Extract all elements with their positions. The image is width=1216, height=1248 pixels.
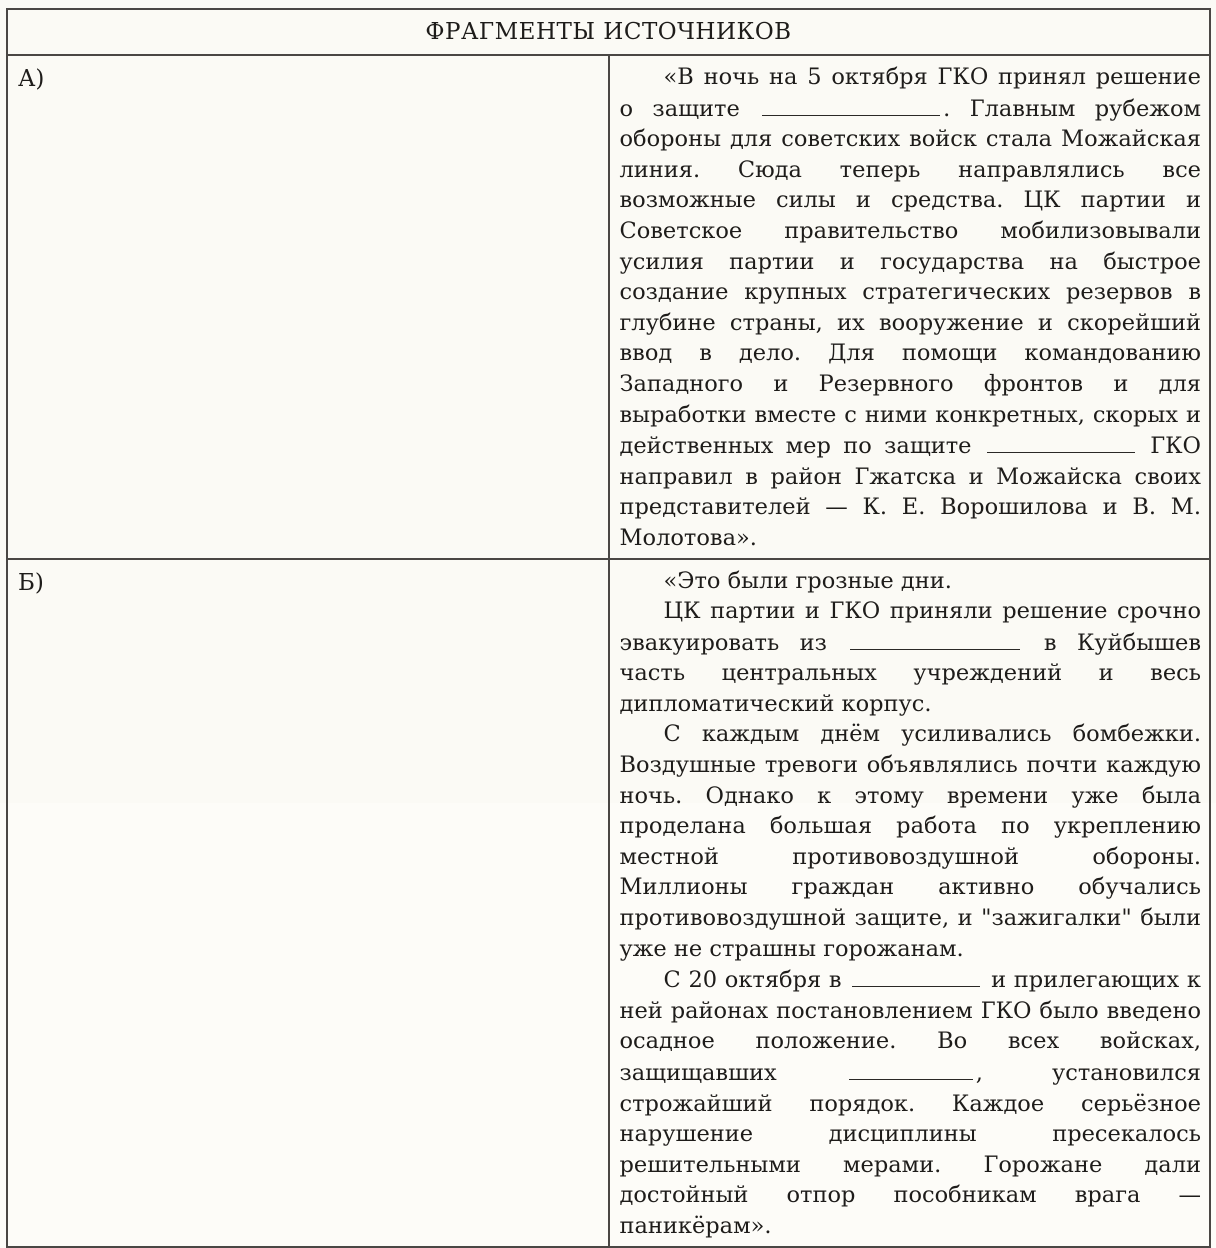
text-segment: , установился строжайший порядок. Каждое серьёзное нарушение дисциплины пресекалось решительными мерами. Горожане дали достойный отпор пособникам врага — паникёрам». [619, 1060, 1201, 1239]
paragraph [620, 964, 1202, 1241]
source-fragment-a [609, 55, 1211, 559]
table-row [7, 559, 1210, 1247]
paragraph [620, 596, 1202, 719]
paragraph: С каждым днём усиливались бомбежки. Воздушные тревоги объявлялись почти каждую ночь. Однако к этому времени уже была проделана большая работа по укреплению местной противовоздушной обороны. Миллионы граждан активно обучались противовоздушной защите, и "зажигалки" были уже не страшны горожанам. [619, 721, 1201, 962]
row-label: Б) [7, 559, 609, 1247]
table-header-row [7, 9, 1210, 55]
sources-table [6, 8, 1211, 1248]
paragraph: «Это были грозные дни. [663, 567, 952, 594]
blank-fill-in[interactable] [762, 93, 940, 116]
source-fragment-b [609, 559, 1211, 1247]
text-segment: «В ночь на 5 октября ГКО принял решение о защите [619, 64, 1201, 122]
text-segment: С 20 октября в [663, 967, 842, 994]
blank-fill-in[interactable] [850, 627, 1020, 650]
table-row [7, 55, 1210, 559]
blank-fill-in[interactable] [987, 430, 1135, 453]
text-segment: . Главным рубежом обороны для советских войск стала Можайская линия. Сюда теперь направлялись все возможные силы и средства. ЦК партии и Советское правительство мобилизовывали усилия партии и государства на быстрое создание крупных стратегических резервов в глубине страны, их вооружение и скорейший ввод в дело. Для помощи командованию Западного и Резервного фронтов и для выработки вместе с ними конкретных, скорых и действенных мер по защите [619, 95, 1201, 460]
blank-fill-in[interactable] [852, 964, 980, 987]
text-segment: в Куйбышев часть центральных учреждений и весь дипломатический корпус. [619, 629, 1202, 717]
text-segment: ГКО направил в район Гжатска и Можайска своих представителей — К. Е. Ворошилова и В. М. Молотова». [619, 433, 1202, 551]
text-segment: ЦК партии и ГКО приняли решение срочно эвакуировать из [619, 598, 1201, 656]
blank-fill-in[interactable] [849, 1057, 973, 1080]
paragraph [620, 62, 1202, 554]
row-label: А) [7, 55, 609, 559]
text-segment: и прилегающих к ней районах постановлением ГКО было введено осадное положение. Во всех войсках, защищавших [619, 967, 1201, 1086]
table-title: ФРАГМЕНТЫ ИСТОЧНИКОВ [7, 9, 1210, 55]
